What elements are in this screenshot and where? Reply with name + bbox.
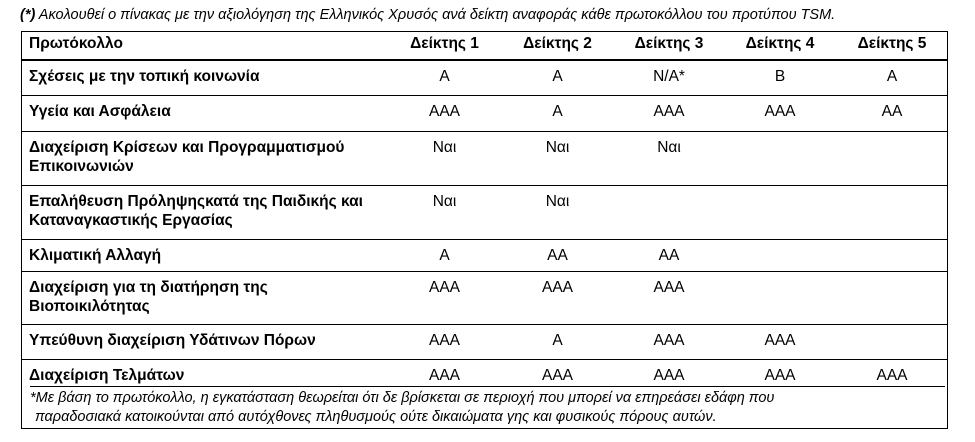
rating-cell: AAA	[724, 96, 836, 132]
rating-cell: Ναι	[614, 132, 724, 186]
rating-cell	[724, 240, 836, 272]
rating-cell	[836, 186, 948, 240]
rating-cell	[836, 325, 948, 360]
table-row	[21, 96, 948, 132]
rating-cell: AAA	[501, 360, 614, 393]
table-footnote	[30, 386, 945, 427]
table-caption	[20, 7, 960, 23]
header-indicator-2: Δείκτης 2	[501, 31, 614, 60]
rating-cell: Ναι	[501, 132, 614, 186]
rating-cell: AAA	[614, 325, 724, 360]
header-indicator-1: Δείκτης 1	[388, 31, 501, 60]
table-row	[21, 132, 948, 186]
rating-cell	[724, 186, 836, 240]
table-row	[21, 240, 948, 272]
rating-cell: AAA	[388, 360, 501, 393]
protocol-name: Κλιματική Αλλαγή	[21, 240, 388, 272]
rating-cell: AAA	[614, 272, 724, 325]
header-protocol: Πρωτόκολλο	[21, 31, 388, 60]
rating-cell: AA	[836, 96, 948, 132]
table-row	[21, 186, 948, 240]
rating-cell: AAA	[388, 272, 501, 325]
rating-cell: Ναι	[388, 186, 501, 240]
rating-cell: AA	[614, 240, 724, 272]
rating-cell: AAA	[388, 96, 501, 132]
rating-cell: A	[501, 325, 614, 360]
protocol-name: Διαχείριση για τη διατήρηση της Βιοποικιλότητας	[21, 272, 388, 325]
protocol-name: Επαλήθευση Πρόληψηςκατά της Παιδικής και Καταναγκαστικής Εργασίας	[21, 186, 388, 240]
tsm-ratings-table	[21, 31, 948, 392]
footnote-line-1: *Με βάση το πρωτόκολλο, η εγκατάσταση θεωρείται ότι δε βρίσκεται σε περιοχή που μπορεί να επηρεάσει εδάφη που	[30, 390, 775, 406]
header-indicator-3: Δείκτης 3	[614, 31, 724, 60]
rating-cell	[724, 272, 836, 325]
header-row	[21, 31, 948, 60]
rating-cell: A	[886, 68, 898, 85]
rating-cell	[836, 132, 948, 186]
rating-cell	[836, 240, 948, 272]
rating-cell: AAA	[724, 360, 836, 393]
rating-cell: AA	[501, 240, 614, 272]
rating-cell: A	[439, 68, 450, 85]
rating-cell: Ναι	[501, 186, 614, 240]
caption-marker: (*)	[20, 7, 36, 23]
rating-cell: AAA	[614, 96, 724, 132]
rating-cell: AAA	[836, 360, 948, 393]
rating-cell	[724, 132, 836, 186]
rating-cell: AAA	[388, 325, 501, 360]
rating-cell	[836, 272, 948, 325]
rating-cell: AAA	[614, 360, 724, 393]
header-indicator-4: Δείκτης 4	[724, 31, 836, 60]
protocol-name: Διαχείριση Κρίσεων και Προγραμματισμού Επικοινωνιών	[21, 132, 388, 186]
rating-cell: AAA	[724, 325, 836, 360]
header-indicator-5: Δείκτης 5	[836, 31, 948, 60]
protocol-name: Διαχείριση Τελμάτων	[21, 360, 388, 393]
table-row	[21, 60, 948, 96]
rating-cell: Ναι	[388, 132, 501, 186]
table-row	[21, 325, 948, 360]
rating-cell: A	[552, 68, 563, 85]
caption-text: Ακολουθεί ο πίνακας με την αξιολόγηση της Ελληνικός Χρυσός ανά δείκτη αναφοράς κάθε πρωτοκόλλου του προτύπου TSM.	[35, 7, 836, 23]
table-row	[21, 272, 948, 325]
rating-cell: B	[774, 68, 786, 85]
rating-cell: A	[501, 96, 614, 132]
protocol-name: Σχέσεις με την τοπική κοινωνία	[29, 68, 260, 85]
footnote-line-2: παραδοσιακά κατοικούνται από αυτόχθονες πληθυσμούς ούτε δικαιώματα γης και φυσικούς πόρους αυτών.	[35, 409, 717, 425]
rating-cell	[614, 186, 724, 240]
protocol-name: Υπεύθυνη διαχείριση Υδάτινων Πόρων	[21, 325, 388, 360]
rating-cell: AAA	[501, 272, 614, 325]
rating-cell: N/A*	[653, 68, 685, 85]
protocol-name: Υγεία και Ασφάλεια	[21, 96, 388, 132]
rating-cell: A	[388, 240, 501, 272]
